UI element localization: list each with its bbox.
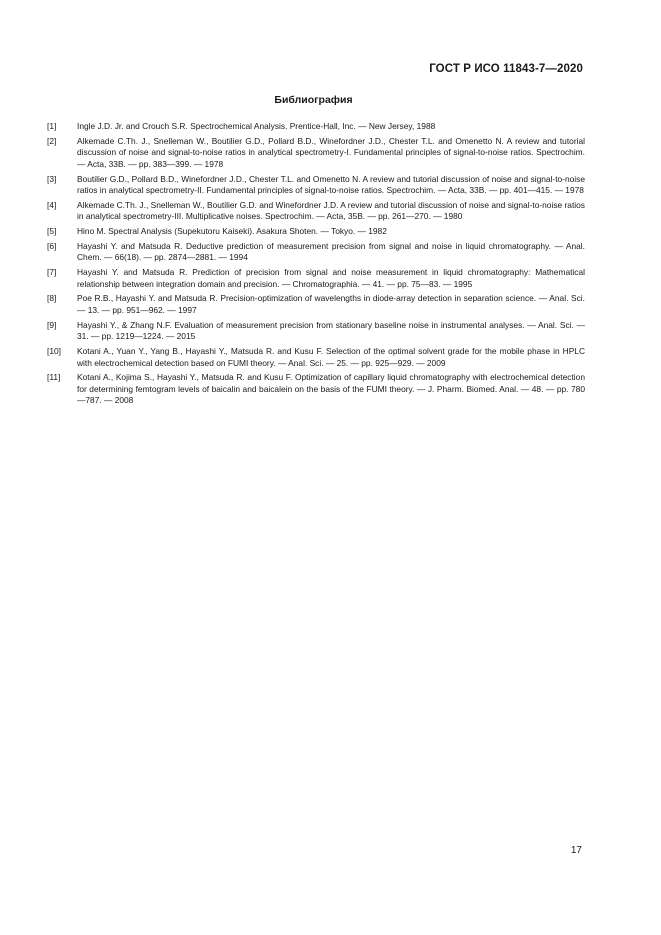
reference-number: [3] bbox=[47, 173, 57, 184]
reference-number: [9] bbox=[47, 319, 57, 330]
reference-item bbox=[47, 293, 585, 316]
reference-text: Kotani A., Kojima S., Hayashi Y., Matsuda R. and Kusu F. Optimization of capillary liquid chromatography with electrochemical detection for determining femtogram levels of baicalin and baicalein on the basis of the FUMI theory. — J. Pharm. Biomed. Anal. — 48. — pp. 780—787. — 2008 bbox=[77, 372, 585, 406]
page-number: 17 bbox=[570, 845, 582, 856]
reference-item bbox=[47, 174, 585, 197]
reference-item bbox=[47, 121, 585, 133]
reference-text: Hayashi Y. and Matsuda R. Prediction of precision from signal and noise measurement in liquid chromatography: Mathematical relationship between integration domain and precision. — Chromatographia. — 41. — pp. 75—83. — 1995 bbox=[77, 267, 585, 289]
reference-number: [10] bbox=[47, 345, 61, 356]
reference-text: Ingle J.D. Jr. and Crouch S.R. Spectrochemical Analysis. Prentice-Hall, Inc. — New Jersey, 1988 bbox=[77, 121, 436, 131]
reference-item bbox=[47, 226, 585, 238]
reference-number: [8] bbox=[47, 293, 57, 304]
reference-list bbox=[47, 121, 585, 410]
reference-number: [7] bbox=[47, 267, 57, 278]
reference-number: [5] bbox=[47, 226, 57, 237]
reference-text: Boutilier G.D., Pollard B.D., Winefordner J.D., Chester T.L. and Omenetto N. A review and tutorial discussion of noise and signal-to-noise ratios in analytical spectrometry-II. Fundamental principles of signal-to-noise ratios. Spectrochim. — Acta, 33B. — pp. 401—415. — 1978 bbox=[77, 173, 585, 196]
standard-code-header: ГОСТ Р ИСО 11843-7—2020 bbox=[429, 63, 583, 75]
reference-text: Alkemade C.Th. J., Snelleman W., Boutilier G.D. and Winefordner J.D. A review and tutorial discussion of noise and signal-to-noise ratios in analytical spectrometry-III. Multiplicative noises. Spectrochim. — Acta, 35B. — pp. 261—270. — 1980 bbox=[77, 199, 585, 222]
reference-text: Kotani A., Yuan Y., Yang B., Hayashi Y., Matsuda R. and Kusu F. Selection of the optimal solvent grade for the mobile phase in HPLC with electrochemical detection based on FUMI theory. — Anal. Sci. — 25. — pp. 925—929. — 2009 bbox=[77, 345, 585, 368]
reference-item bbox=[47, 241, 585, 264]
reference-text: Hayashi Y. and Matsuda R. Deductive prediction of measurement precision from signal and noise in liquid chromatography. — Anal. Chem. — 66(18). — pp. 2874—2881. — 1994 bbox=[77, 240, 585, 263]
reference-item bbox=[47, 372, 585, 407]
reference-item bbox=[47, 267, 585, 290]
bibliography-title: Библиография bbox=[274, 94, 353, 106]
reference-item bbox=[47, 136, 585, 171]
reference-number: [2] bbox=[47, 135, 57, 146]
reference-text: Poe R.B., Hayashi Y. and Matsuda R. Precision-optimization of wavelengths in diode-array detection in separation science. — Anal. Sci. — 13. — pp. 951—962. — 1997 bbox=[77, 293, 585, 315]
reference-number: [6] bbox=[47, 240, 57, 251]
reference-number: [11] bbox=[47, 372, 61, 383]
reference-text: Hayashi Y., & Zhang N.F. Evaluation of measurement precision from stationary baseline noise in instrumental analyses. — Anal. Sci. — 31. — pp. 1219—1224. — 2015 bbox=[77, 319, 585, 342]
reference-item bbox=[47, 200, 585, 223]
reference-item bbox=[47, 346, 585, 369]
reference-text: Hino M. Spectral Analysis (Supekutoru Kaiseki). Asakura Shoten. — Tokyo. — 1982 bbox=[77, 226, 387, 237]
reference-text: Alkemade C.Th. J., Snelleman W., Boutilier G.D., Pollard B.D., Winefordner J.D., Chester T.L. and Omenetto N. A review and tutorial discussion of noise and signal-to-noise ratios in analytical spectrometry-I. Fundamental principles of signal-to-noise ratios. Spectrochim. — Acta, 33B. — pp. 383—399. — 1978 bbox=[77, 135, 585, 169]
reference-number: [1] bbox=[47, 121, 57, 131]
reference-number: [4] bbox=[47, 199, 57, 210]
reference-item bbox=[47, 320, 585, 343]
